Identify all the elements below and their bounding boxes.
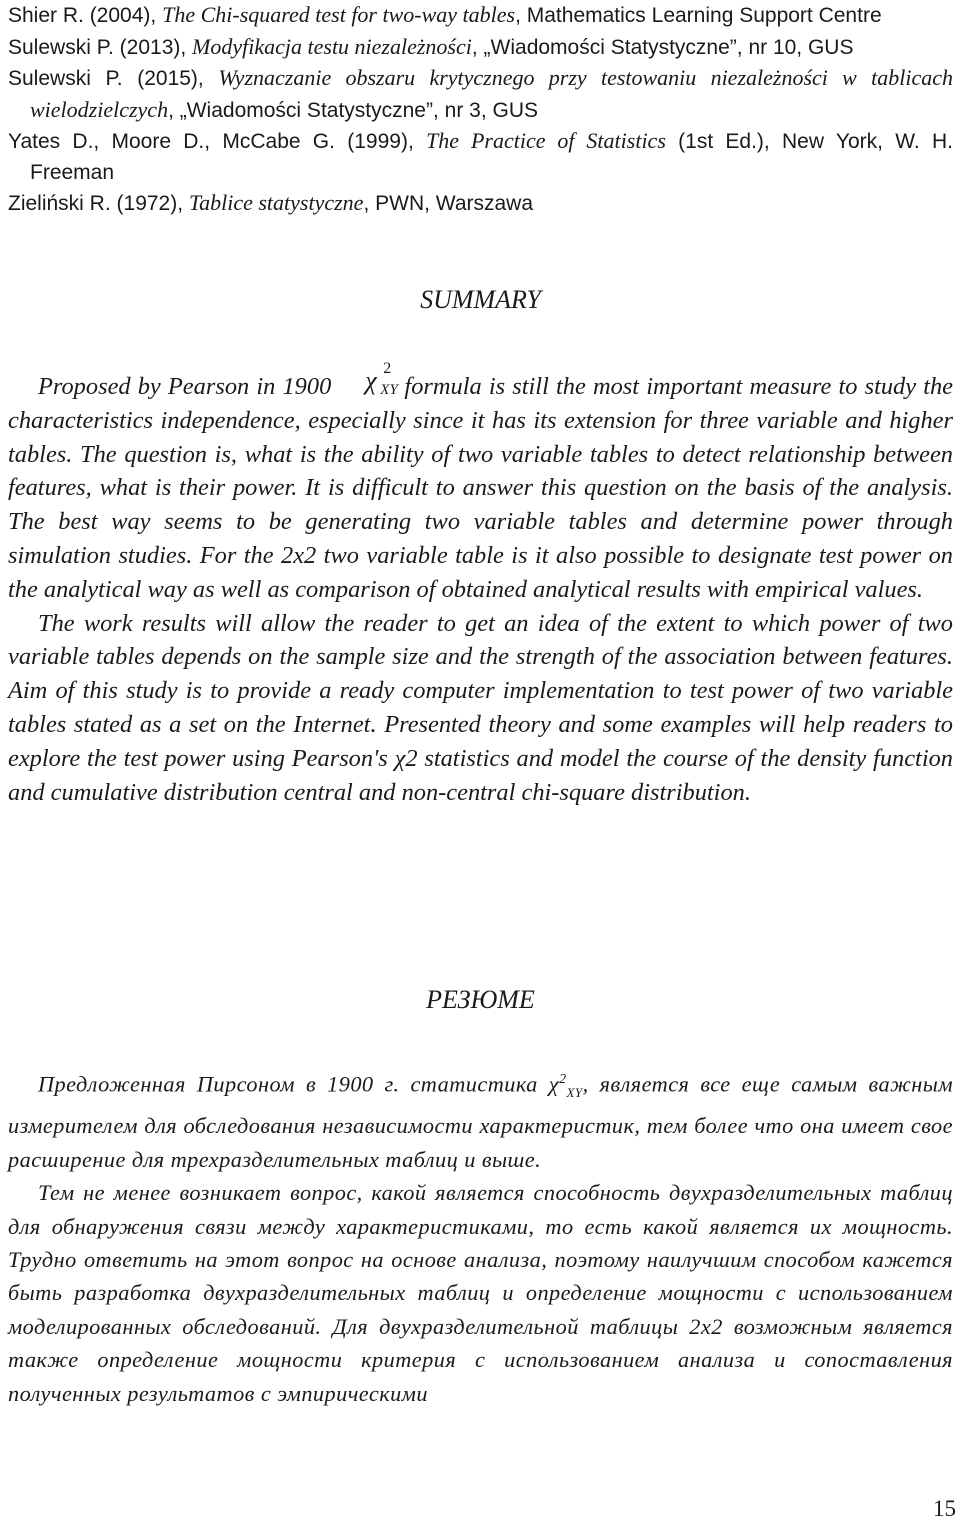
reference-item: [8, 32, 953, 64]
rezume-text: Предложенная Пирсоном в 1900 г. статистика χ: [38, 1071, 560, 1097]
reference-source: (1st Ed.), New York, W. H. Freeman: [30, 130, 953, 184]
reference-item: [8, 126, 953, 188]
summary-body: [8, 360, 954, 809]
summary-text: Proposed by Pearson in 1900: [38, 373, 332, 400]
reference-item: [8, 63, 953, 126]
reference-item: [8, 188, 953, 220]
reference-title: Tablice statystyczne: [188, 190, 364, 215]
reference-source: , PWN, Warszawa: [363, 192, 534, 215]
reference-title: The Chi-squared test for two-way tables: [162, 2, 516, 27]
rezume-paragraph: Тем не менее возникает вопрос, какой является способность двухразделительных таблиц для обнаружения связи между характеристиками, то есть какой является их мощность. Трудно ответить на этот вопрос на основе анализа, поэтому наилучшим способом кажется быть разработка двухразделительных таблиц и определение мощности с использованием моделированных обследований. Для двухразделительной таблицы 2x2 возможным является также определение мощности критерия с использованием анализа и сопоставления полученных результатов с эмпирическими: [8, 1180, 953, 1406]
reference-title: Modyfikacja testu niezależności: [192, 33, 472, 59]
chi-letter: χ: [365, 366, 377, 395]
rezume-paragraph: [8, 1063, 953, 1176]
chi-subscript: XY: [566, 1084, 583, 1100]
reference-source: , Mathematics Learning Support Centre: [515, 4, 882, 27]
rezume-heading: РЕЗЮМЕ: [426, 985, 535, 1014]
reference-source: , „Wiadomości Statystyczne”, nr 3, GUS: [168, 98, 539, 122]
reference-authors: Yates D., Moore D., McCabe G. (1999),: [8, 130, 427, 153]
reference-authors: Sulewski P. (2013),: [8, 35, 193, 59]
reference-item: [8, 0, 953, 32]
rezume-text: , является все еще самым важным измерителем для обследования независимости характеристик, тем более что она имеет свое расширение для трехразделительных таблиц и выше.: [8, 1071, 954, 1172]
summary-heading: SUMMARY: [420, 285, 541, 314]
reference-source: , „Wiadomości Statystyczne”, nr 10, GUS: [471, 35, 854, 59]
summary-text: formula is still the most important measure to study the characteristics independence, especially since it has its extension for three variable and higher tables. The question is, what is the ability of two variable tables to detect relationship between features, what is their power. It is difficult to answer this question on the basis of the analysis. The best way seems to be generating two variable tables and determine power through simulation studies. For the 2x2 two variable table is it also possible to designate test power on the analytical way as well as comparison of obtained analytical results with empirical values.: [8, 373, 954, 603]
summary-paragraph: [8, 360, 954, 607]
chi-superscript: 2: [559, 1072, 567, 1087]
summary-paragraph: The work results will allow the reader to get an idea of the extent to which power of two variable tables depends on the sample size and the strength of the association between features. Aim of this study is to provide a ready computer implementation to test power of two variable tables stated as a set on the Internet. Presented theory and some examples will help readers to explore the test power using Pearson's χ2 statistics and model the course of the density function and cumulative distribution central and non-central chi-square distribution.: [8, 609, 953, 806]
reference-authors: Zieliński R. (1972),: [8, 192, 189, 215]
reference-list: [8, 0, 953, 220]
chi-superscript: 2: [383, 360, 392, 377]
reference-authors: Shier R. (2004),: [8, 4, 163, 27]
page-number: 15: [933, 1496, 956, 1521]
reference-authors: Sulewski P. (2015),: [8, 67, 219, 90]
reference-title: The Practice of Statistics: [426, 128, 666, 153]
reference-title: Wyznaczanie obszaru krytycznego przy testowaniu niezależności w tablicach wielodzielczych: [30, 65, 953, 122]
chi-square-symbol: [335, 360, 398, 398]
rezume-body: [8, 1063, 953, 1410]
chi-subscript: XY: [380, 382, 398, 398]
